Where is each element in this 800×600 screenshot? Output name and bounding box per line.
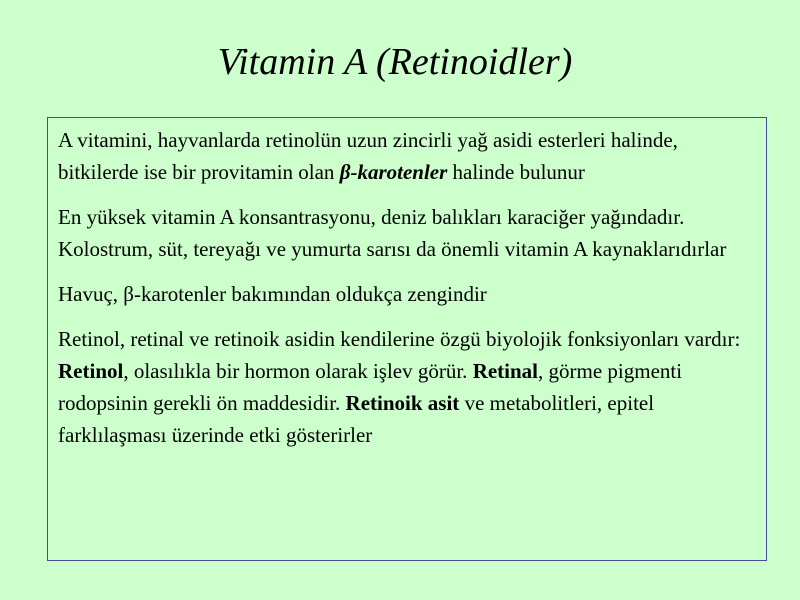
term-retinol: Retinol xyxy=(58,359,124,383)
beta-symbol: β xyxy=(339,160,351,184)
slide-title: Vitamin A (Retinoidler) xyxy=(217,41,573,83)
paragraph-sources-text-a: A vitamini, hayvanlarda retinolün uzun zincirli yağ asidi esterleri halinde, bitkilerde ise bir provitamin olan xyxy=(58,128,678,184)
beta-carotene-term xyxy=(340,160,448,184)
paragraph-functions-text-c: , görme pigmenti rodopsinin gerekli ön maddesidir. xyxy=(58,359,683,415)
paragraph-functions xyxy=(58,323,756,451)
paragraph-sources-text-b: halinde bulunur xyxy=(447,160,585,184)
paragraph-carrot: Havuç, β-karotenler bakımından oldukça zengindir xyxy=(58,282,487,306)
carotene-term-label: -karotenler xyxy=(350,160,448,184)
content-box xyxy=(47,117,767,561)
paragraph-functions-text-d: ve metabolitleri, epitel farklılaşması üzerinde etki gösterirler xyxy=(58,391,655,447)
paragraph-functions-text-a: Retinol, retinal ve retinoik asidin kendilerine özgü biyolojik fonksiyonları vardır: xyxy=(58,327,741,351)
paragraph-functions-text-b: , olasılıkla bir hormon olarak işlev görür. xyxy=(123,359,473,383)
paragraph-concentration: En yüksek vitamin A konsantrasyonu, deniz balıkları karaciğer yağındadır. Kolostrum, süt, tereyağı ve yumurta sarısı da önemli vitamin A kaynaklarıdırlar xyxy=(58,205,727,261)
paragraph-sources xyxy=(58,124,756,188)
term-retinal: Retinal xyxy=(472,359,539,383)
term-retinoic-acid: Retinoik asit xyxy=(345,391,460,415)
